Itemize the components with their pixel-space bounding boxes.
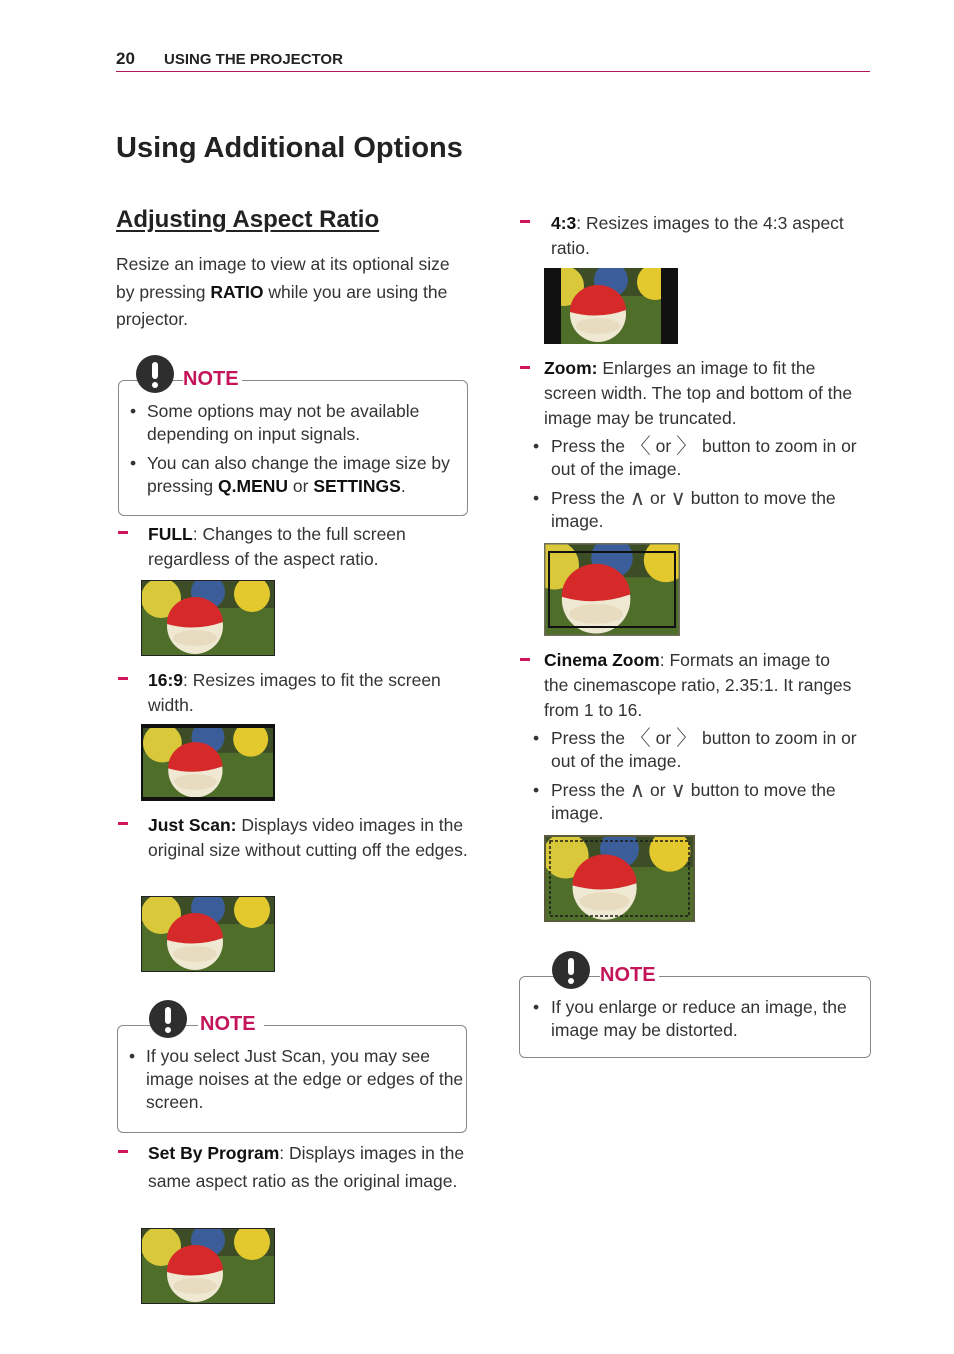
- image-4-3: [544, 268, 678, 344]
- section-header: USING THE PROJECTOR: [164, 51, 343, 68]
- header-divider: [116, 71, 870, 72]
- image-just-scan: [141, 896, 275, 972]
- image-set-by-program: [141, 1228, 275, 1304]
- zoom-bullet-zoom: • Press the 〈 or 〉 button to zoom in or out of the image.: [533, 435, 857, 479]
- option-cinema-zoom: Cinema Zoom: Formats an image to the cinemascope ratio, 2.35:1. It ranges from 1 to 16.: [544, 650, 852, 720]
- section-title: Adjusting Aspect Ratio: [116, 206, 380, 233]
- exclamation-icon: [552, 951, 590, 989]
- cinema-bullet-zoom: • Press the 〈 or 〉 button to zoom in or out of the image.: [533, 727, 857, 771]
- option-just-scan: Just Scan: Displays video images in the original size without cutting off the edges.: [148, 815, 468, 860]
- option-full: FULL: Changes to the full screen regardless of the aspect ratio.: [148, 524, 406, 569]
- chevron-down-icon: ∨: [670, 487, 686, 510]
- note-bullet: • If you enlarge or reduce an image, the image may be distorted.: [533, 997, 847, 1040]
- chevron-right-icon: 〉: [676, 435, 698, 458]
- chevron-up-icon: ∧: [629, 779, 646, 802]
- list-dash: [520, 658, 530, 661]
- image-zoom: [544, 543, 680, 636]
- page-number: 20: [116, 49, 135, 68]
- list-dash: [520, 366, 530, 369]
- chevron-left-icon: 〈: [629, 435, 651, 458]
- list-dash: [118, 822, 128, 825]
- note-bullet: • You can also change the image size by pressing Q.MENU or SETTINGS.: [130, 453, 450, 496]
- option-16-9: 16:9: Resizes images to fit the screen width.: [148, 670, 441, 715]
- cinema-bullet-move: • Press the ∧ or ∨ button to move the image.: [533, 779, 836, 823]
- chevron-up-icon: ∧: [629, 487, 646, 510]
- chevron-left-icon: 〈: [629, 727, 651, 750]
- note-label: NOTE: [198, 1013, 264, 1036]
- chevron-down-icon: ∨: [670, 779, 686, 802]
- image-cinema-zoom: [544, 835, 695, 922]
- page-title: Using Additional Options: [116, 132, 463, 164]
- note-bullet: • Some options may not be available depending on input signals.: [130, 401, 420, 444]
- image-full: [141, 580, 275, 656]
- note-label: NOTE: [183, 368, 242, 391]
- exclamation-icon: [149, 1000, 187, 1038]
- list-dash: [118, 531, 128, 534]
- exclamation-icon: [136, 355, 174, 393]
- zoom-bullet-move: • Press the ∧ or ∨ button to move the image.: [533, 487, 836, 531]
- image-16-9: [141, 724, 275, 801]
- chevron-right-icon: 〉: [676, 727, 698, 750]
- option-4-3: 4:3: Resizes images to the 4:3 aspect ratio.: [551, 213, 844, 258]
- list-dash: [118, 1150, 128, 1153]
- option-set-by-program: Set By Program: Displays images in the same aspect ratio as the original image.: [148, 1143, 465, 1191]
- intro-paragraph: Resize an image to view at its optional size by pressing RATIO while you are using the projector.: [116, 254, 450, 329]
- note-label: NOTE: [600, 964, 659, 987]
- option-zoom: Zoom: Enlarges an image to fit the screen width. The top and bottom of the image may be truncated.: [544, 358, 853, 428]
- list-dash: [520, 220, 530, 223]
- list-dash: [118, 677, 128, 680]
- note-bullet: • If you select Just Scan, you may see image noises at the edge or edges of the screen.: [129, 1046, 464, 1112]
